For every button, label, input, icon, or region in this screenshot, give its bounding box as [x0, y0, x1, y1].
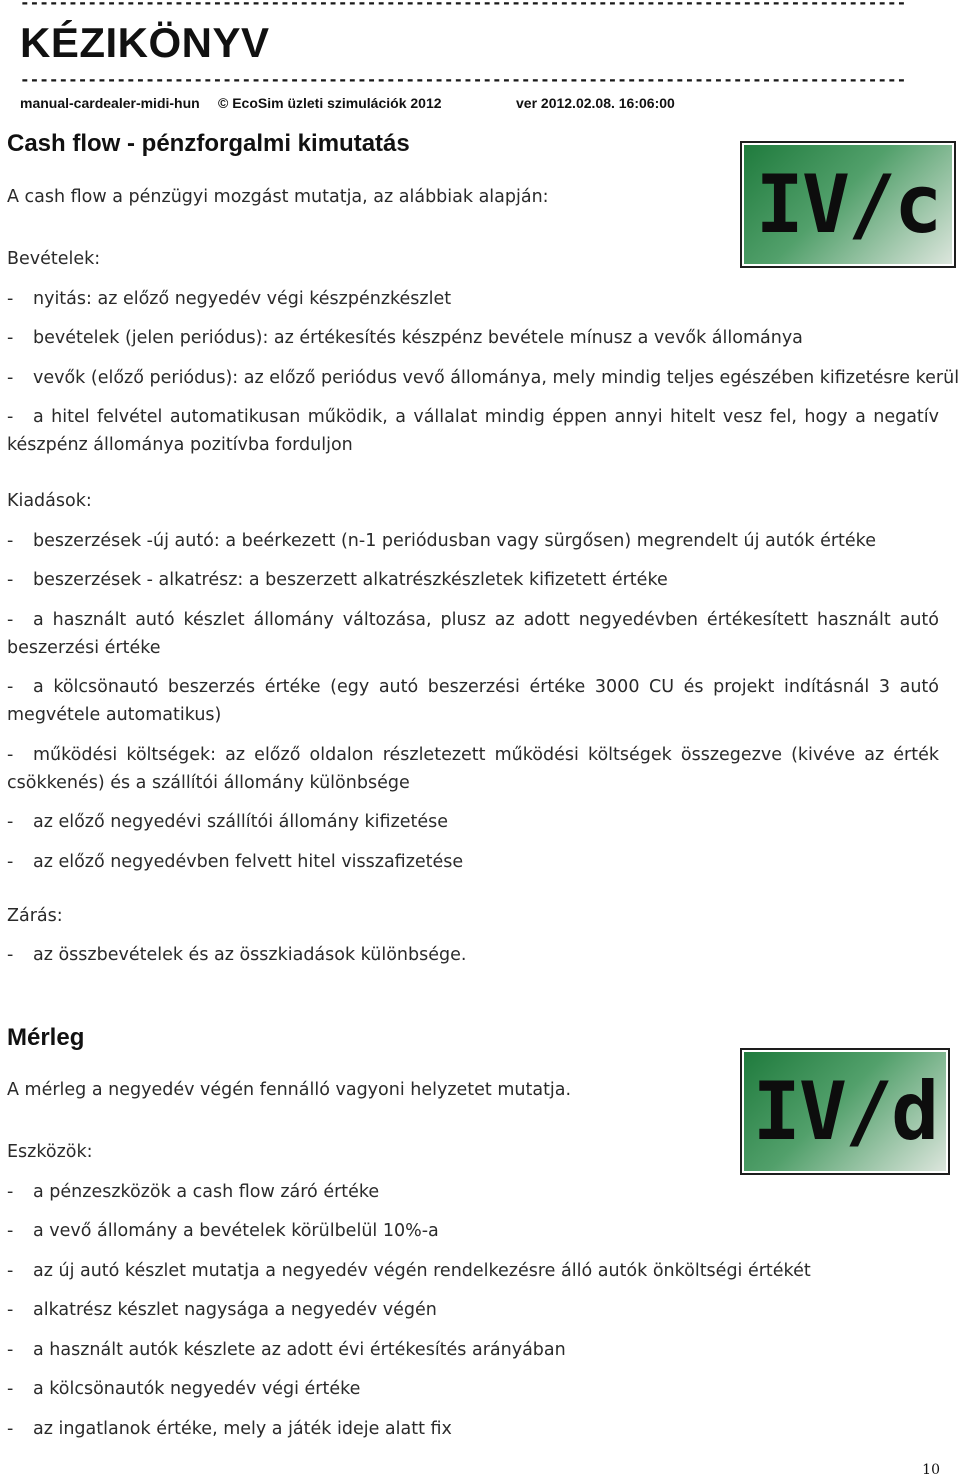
list-item-text: működési költségek: az előző oldalon részletezett működési költségek összegezve (kivéve az érték csökkenés) és a szállítói állomány különbsége [7, 745, 939, 793]
list-item [7, 673, 939, 729]
list-marker: - [7, 1379, 14, 1399]
cash-flow-intro: A cash flow a pénzügyi mozgást mutatja, az alábbiak alapján: [7, 187, 549, 207]
balance-intro: A mérleg a negyedév végén fennálló vagyoni helyzetet mutatja. [7, 1080, 572, 1100]
version-stamp: ver 2012.02.08. 16:06:00 [516, 95, 675, 111]
income-heading: Bevételek: [7, 249, 101, 269]
list-marker: - [7, 1182, 14, 1202]
list-item-text: beszerzések - alkatrész: a beszerzett alkatrészkészletek kifizetett értéke [33, 570, 668, 590]
list-marker: - [7, 1261, 14, 1281]
list-marker: - [7, 328, 14, 348]
list-item [7, 324, 939, 352]
list-item-text: a használt autók készlete az adott évi értékesítés arányában [33, 1340, 566, 1360]
list-marker: - [7, 677, 14, 697]
list-marker: - [7, 407, 14, 427]
list-item-text: beszerzések -új autó: a beérkezett (n-1 periódusban vagy sürgősen) megrendelt új autók értéke [33, 531, 876, 551]
list-item-text: a használt autó készlet állomány változása, plusz az adott negyedévben értékesített használt autó beszerzési értéke [7, 610, 939, 658]
list-item-text: a hitel felvétel automatikusan működik, a vállalat mindig éppen annyi hitelt vesz fel, hogy a negatív készpénz állománya pozitívba forduljon [7, 407, 939, 455]
list-marker: - [7, 289, 14, 309]
section-badge-label: IV/d [752, 1064, 938, 1158]
list-item-text: a kölcsönautó beszerzés értéke (egy autó beszerzési értéke 3000 CU és projekt indításnál 3 autó megvétele automatikus) [7, 677, 939, 725]
list-item [7, 1415, 939, 1443]
list-marker: - [7, 812, 14, 832]
header-dash-line-top: -------------------------------------------------------------------------------------------- [20, 0, 907, 12]
list-item [7, 741, 939, 797]
copyright-notice: © EcoSim üzleti szimulációk 2012 [218, 95, 442, 111]
list-item [7, 566, 939, 594]
list-item [7, 1178, 939, 1206]
list-item [7, 1296, 939, 1324]
list-marker: - [7, 1419, 14, 1439]
manual-id: manual-cardealer-midi-hun [20, 95, 200, 111]
list-item-text: a kölcsönautók negyedév végi értéke [33, 1379, 361, 1399]
section-badge-label: IV/c [755, 157, 941, 251]
manual-title: KÉZIKÖNYV [20, 19, 270, 66]
list-item-text: az összbevételek és az összkiadások különbsége. [33, 945, 467, 965]
page-number: 10 [922, 1462, 940, 1478]
list-item-text: a pénzeszközök a cash flow záró értéke [33, 1182, 380, 1202]
closing-heading: Zárás: [7, 906, 63, 926]
list-item [7, 848, 939, 876]
list-item [7, 606, 939, 662]
cash-flow-title: Cash flow - pénzforgalmi kimutatás [7, 130, 410, 157]
list-marker: - [7, 1300, 14, 1320]
balance-title: Mérleg [7, 1024, 85, 1051]
header-dash-line-bottom: -------------------------------------------------------------------------------------------- [20, 70, 907, 89]
list-item [7, 285, 939, 313]
list-marker: - [7, 1340, 14, 1360]
list-marker: - [7, 531, 14, 551]
list-item [7, 1336, 939, 1364]
list-marker: - [7, 368, 14, 388]
list-item [7, 403, 939, 459]
list-item-text: alkatrész készlet nagysága a negyedév végén [33, 1300, 437, 1320]
list-item-text: vevők (előző periódus): az előző periódus vevő állománya, mely mindig teljes egészében kifizetésre kerül [33, 368, 960, 388]
list-item-text: az új autó készlet mutatja a negyedév végén rendelkezésre álló autók önköltségi értékét [33, 1261, 811, 1281]
list-marker: - [7, 610, 14, 630]
list-marker: - [7, 745, 14, 765]
list-marker: - [7, 945, 14, 965]
assets-heading: Eszközök: [7, 1142, 93, 1162]
list-item [7, 364, 960, 392]
list-marker: - [7, 852, 14, 872]
list-item [7, 1375, 939, 1403]
list-marker: - [7, 570, 14, 590]
list-item-text: nyitás: az előző negyedév végi készpénzkészlet [33, 289, 452, 309]
list-item-text: a vevő állomány a bevételek körülbelül 10%-a [33, 1221, 439, 1241]
list-item [7, 808, 939, 836]
list-item [7, 941, 939, 969]
list-item [7, 1217, 939, 1245]
list-item-text: bevételek (jelen periódus): az értékesítés készpénz bevétele mínusz a vevők állománya [33, 328, 803, 348]
list-item [7, 527, 939, 555]
list-item [7, 1257, 939, 1285]
list-marker: - [7, 1221, 14, 1241]
expense-heading: Kiadások: [7, 491, 92, 511]
list-item-text: az ingatlanok értéke, mely a játék ideje alatt fix [33, 1419, 452, 1439]
list-item-text: az előző negyedévi szállítói állomány kifizetése [33, 812, 449, 832]
list-item-text: az előző negyedévben felvett hitel visszafizetése [33, 852, 464, 872]
